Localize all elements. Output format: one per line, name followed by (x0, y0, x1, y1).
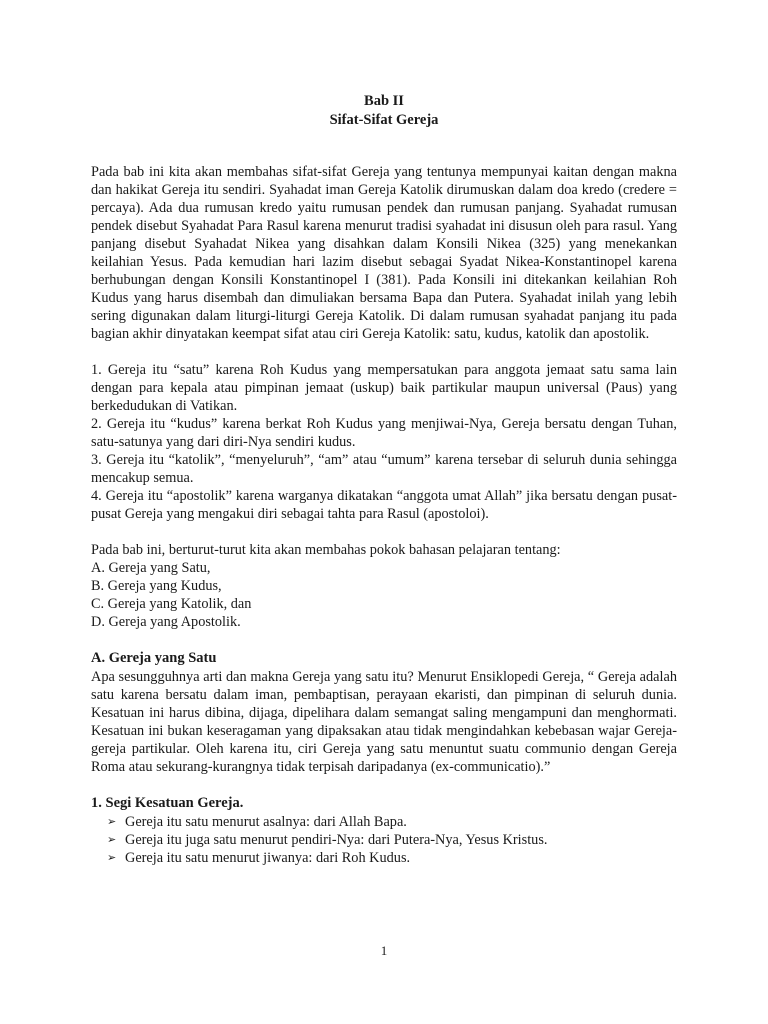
numbered-item: 1. Gereja itu “satu” karena Roh Kudus yang mempersatukan para anggota jemaat satu sama lain dengan para kepala atau pimpinan jemaat (uskup) baik partikular maupun universal (Paus) yang berkedudukan di Vatikan. (91, 362, 677, 414)
arrowhead-bullet-icon: ➢ (107, 815, 117, 828)
bullet-list (91, 813, 677, 867)
numbered-list (91, 361, 677, 523)
topic-item: C. Gereja yang Katolik, dan (91, 596, 252, 612)
bullet-text: Gereja itu satu menurut asalnya: dari Allah Bapa. (125, 814, 407, 830)
arrowhead-bullet-icon: ➢ (107, 851, 117, 864)
arrowhead-bullet-icon: ➢ (107, 833, 117, 846)
section-heading: A. Gereja yang Satu (91, 650, 217, 666)
chapter-title: Sifat-Sifat Gereja (329, 112, 439, 128)
numbered-item: 3. Gereja itu “katolik”, “menyeluruh”, “am” atau “umum” karena tersebar di seluruh dunia sehingga mencakup semua. (91, 452, 677, 486)
bullet-item (107, 813, 677, 831)
bullet-text: Gereja itu juga satu menurut pendiri-Nya: dari Putera-Nya, Yesus Kristus. (125, 832, 548, 848)
bullet-text: Gereja itu satu menurut jiwanya: dari Roh Kudus. (125, 850, 411, 866)
page-number: 1 (380, 943, 388, 958)
topic-item: A. Gereja yang Satu, (91, 560, 211, 576)
topics-list (91, 559, 677, 631)
section-paragraph: Apa sesungguhnya arti dan makna Gereja yang satu itu? Menurut Ensiklopedi Gereja, “ Gereja adalah satu karena bersatu dalam iman, pembaptisan, perayaan ekaristi, dan pimpinan di seluruh dunia. Kesatuan ini harus dibina, dijaga, dipelihara dalam semangat saling mengampuni dan menghormati. Kesatuan ini bukan keseragaman yang dipaksakan atau tidak mengindahkan kebebasan wajar Gereja-gereja partikular. Oleh karena itu, ciri Gereja yang satu menuntut suatu communio dengan Gereja Roma atau sekurang-kurangnya tidak terpisah daripadanya (ex-communicatio).” (91, 669, 677, 775)
document-body (91, 92, 677, 867)
bullet-item (107, 831, 677, 849)
chapter-label: Bab II (364, 93, 404, 109)
numbered-item: 4. Gereja itu “apostolik” karena warganya dikatakan “anggota umat Allah” jika bersatu dengan pusat-pusat Gereja yang mengakui diri sebagai tahta para Rasul (apostoloi). (91, 488, 677, 522)
topic-item: D. Gereja yang Apostolik. (91, 614, 241, 630)
subsection-heading: 1. Segi Kesatuan Gereja. (91, 795, 244, 811)
intro-paragraph: Pada bab ini kita akan membahas sifat-sifat Gereja yang tentunya mempunyai kaitan dengan makna dan hakikat Gereja itu sendiri. Syahadat iman Gereja Katolik dirumuskan dalam doa kredo (credere = percaya). Ada dua rumusan kredo yaitu rumusan pendek dan rumusan panjang. Syahadat rumusan pendek disebut Syahadat Para Rasul karena menurut tradisi syahadat ini disusun oleh para rasul. Yang panjang disebut Syahadat Nikea yang disahkan dalam Konsili Nikea (325) yang menekankan keilahian Yesus. Pada kemudian hari lazim disebut sebagai Syadat Nikea-Konstantinopel karena berhubungan dengan Konsili Konstantinopel I (381). Pada Konsili ini ditekankan keilahian Roh Kudus yang harus disembah dan dimuliakan bersama Bapa dan Putera. Syahadat inilah yang lebih sering digunakan dalam liturgi-liturgi Gereja Katolik. Di dalam rumusan syahadat panjang itu pada bagian akhir dinyatakan keempat sifat atau ciri Gereja Katolik: satu, kudus, katolik dan apostolik. (91, 164, 677, 342)
topic-item: B. Gereja yang Kudus, (91, 578, 222, 594)
topics-intro: Pada bab ini, berturut-turut kita akan membahas pokok bahasan pelajaran tentang: (91, 542, 561, 558)
bullet-item (107, 849, 677, 867)
numbered-item: 2. Gereja itu “kudus” karena berkat Roh Kudus yang menjiwai-Nya, Gereja bersatu dengan Tuhan, satu-satunya yang dari diri-Nya sendiri kudus. (91, 416, 677, 450)
